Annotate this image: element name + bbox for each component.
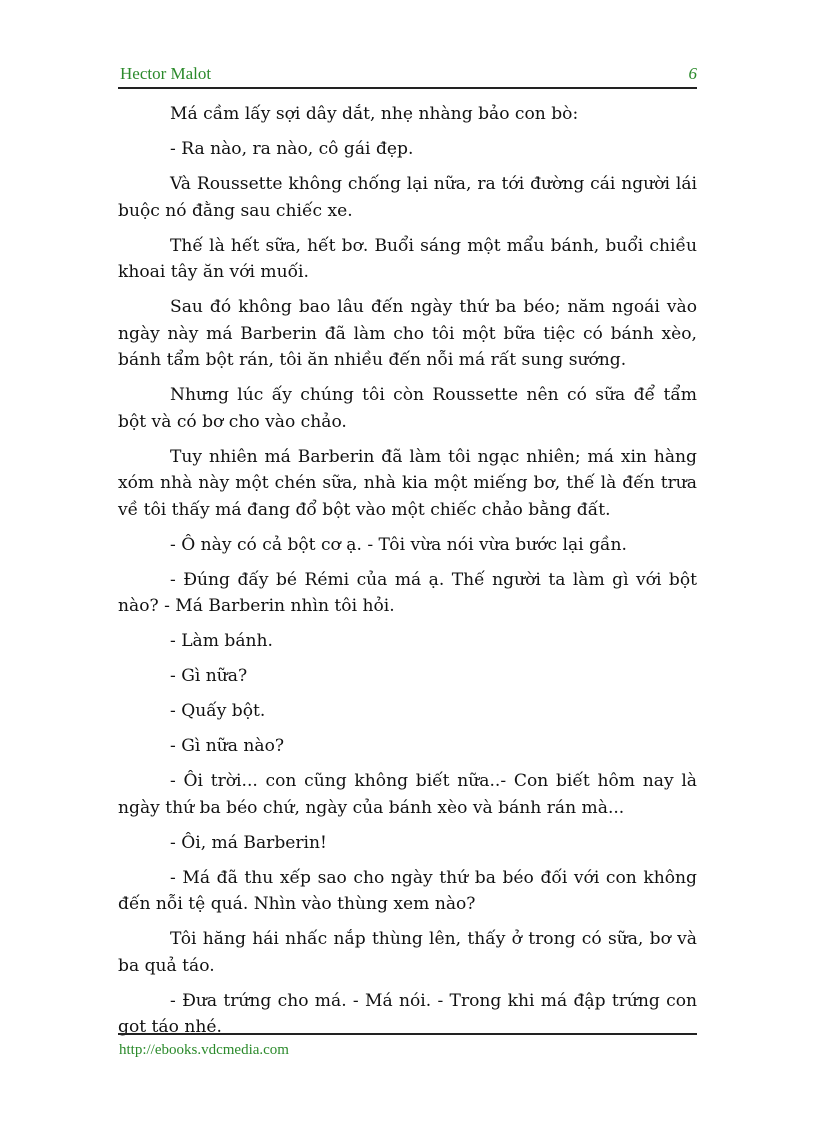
paragraph: Sau đó không bao lâu đến ngày thứ ba béo; năm ngoái vào ngày này má Barberin đã làm cho tôi một bữa tiệc có bánh xèo, bánh tẩm bột rán, tôi ăn nhiều đến nỗi má rất sung sướng. <box>118 297 697 370</box>
paragraph: - Ra nào, ra nào, cô gái đẹp. <box>170 139 414 159</box>
page-number: 6 <box>688 64 697 83</box>
paragraph: Nhưng lúc ấy chúng tôi còn Roussette nên có sữa để tẩm bột và có bơ cho vào chảo. <box>118 385 697 432</box>
paragraph: Và Roussette không chống lại nữa, ra tới đường cái người lái buộc nó đằng sau chiếc xe. <box>118 174 697 221</box>
paragraph: - Đưa trứng cho má. - Má nói. - Trong khi má đập trứng con gọt táo nhé. <box>118 990 697 1037</box>
footer-rule <box>118 1033 697 1035</box>
footer-link[interactable]: http://ebooks.vdcmedia.com <box>119 1042 289 1058</box>
paragraph: - Quấy bột. <box>170 701 266 721</box>
paragraph: - Làm bánh. <box>170 631 273 651</box>
paragraph: Tôi hăng hái nhấc nắp thùng lên, thấy ở trong có sữa, bơ và ba quả táo. <box>118 929 697 976</box>
header-author: Hector Malot <box>120 64 212 83</box>
paragraph: - Ô này có cả bột cơ ạ. - Tôi vừa nói vừa bước lại gần. <box>170 534 627 555</box>
page-body <box>118 101 697 1049</box>
paragraph: - Ôi, má Barberin! <box>170 832 327 853</box>
paragraph: Tuy nhiên má Barberin đã làm tôi ngạc nhiên; má xin hàng xóm nhà này một chén sữa, nhà kia một miếng bơ, thế là đến trưa về tôi thấy má đang đổ bột vào một chiếc chảo bằng đất. <box>118 446 697 520</box>
paragraph: - Má đã thu xếp sao cho ngày thứ ba béo đối với con không đến nỗi tệ quá. Nhìn vào thùng xem nào? <box>118 867 697 914</box>
page-header <box>118 62 697 86</box>
paragraph: - Gì nữa? <box>170 666 248 686</box>
paragraph: Má cầm lấy sợi dây dắt, nhẹ nhàng bảo con bò: <box>170 104 579 124</box>
paragraph: - Gì nữa nào? <box>170 736 285 756</box>
header-rule <box>118 87 697 89</box>
paragraph: Thế là hết sữa, hết bơ. Buổi sáng một mẩu bánh, buổi chiều khoai tây ăn với muối. <box>118 235 697 282</box>
paragraph: - Ôi trời... con cũng không biết nữa..- Con biết hôm nay là ngày thứ ba béo chứ, ngày của bánh xèo và bánh rán mà... <box>118 771 697 818</box>
paragraph: - Đúng đấy bé Rémi của má ạ. Thế người ta làm gì với bột nào? - Má Barberin nhìn tôi hỏi. <box>118 569 697 616</box>
